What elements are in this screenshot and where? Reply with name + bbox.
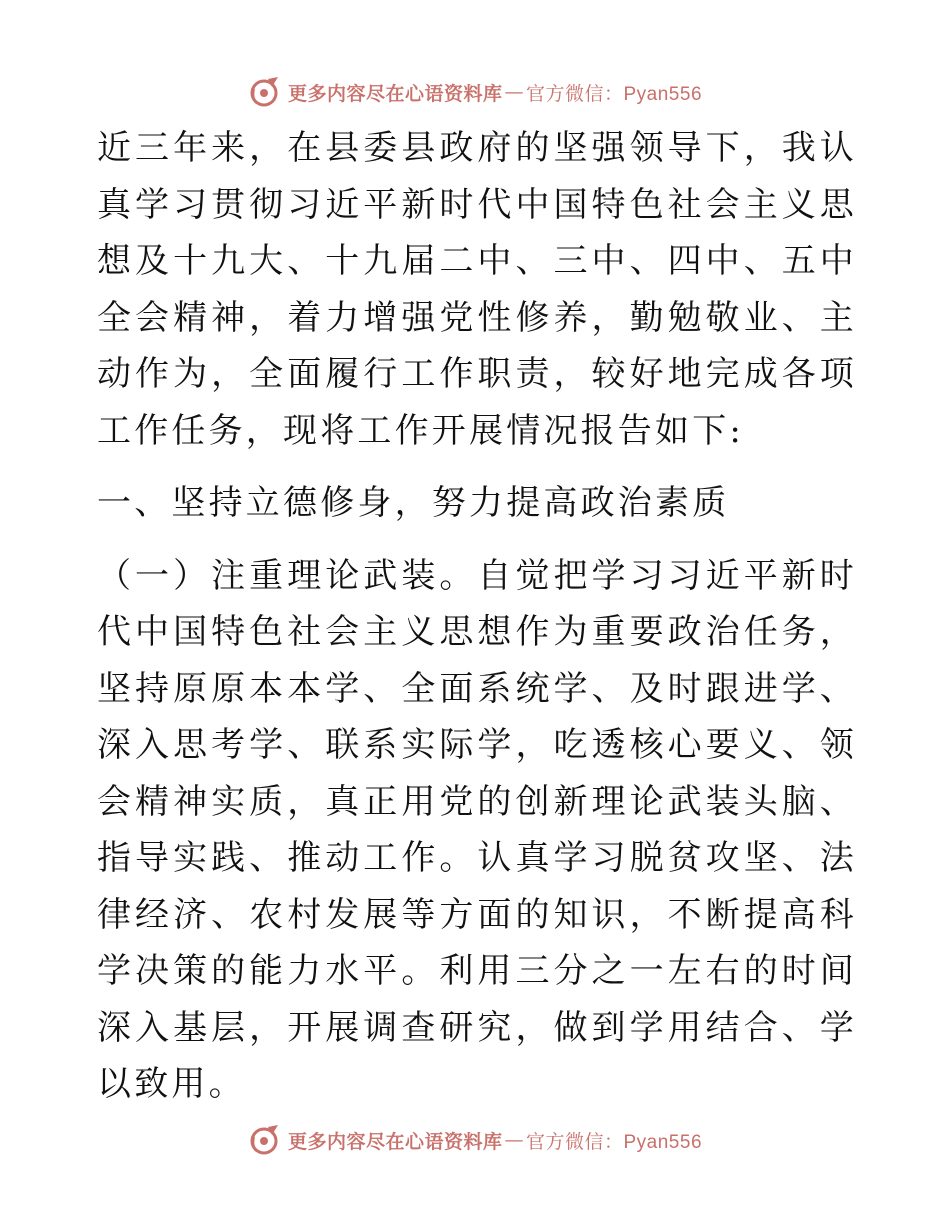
ink-brush-logo-icon xyxy=(248,75,282,109)
watermark-separator: — xyxy=(504,1129,524,1151)
document-body xyxy=(97,120,857,1113)
watermark-banner-bottom xyxy=(0,1120,950,1160)
watermark-title: 更多内容尽在心语资料库 xyxy=(287,82,503,105)
watermark-banner-top xyxy=(0,72,950,112)
section-heading: 一、坚持立德修身，努力提高政治素质 xyxy=(97,483,730,523)
body-paragraph: （一）注重理论武装。自觉把学习习近平新时代中国特色社会主义思想作为重要政治任务，坚持原原本本学、全面系统学、及时跟进学、深入思考学、联系实际学，吃透核心要义、领会精神实质，真正用党的创新理论武装头脑、指导实践、推动工作。认真学习脱贫攻坚、法律经济、农村发展等方面的知识，不断提高科学决策的能力水平。利用三分之一左右的时间深入基层，开展调查研究，做到学用结合、学以致用。 xyxy=(97,555,857,1104)
ink-brush-logo-icon xyxy=(248,1123,282,1157)
watermark-title: 更多内容尽在心语资料库 xyxy=(287,1130,503,1153)
watermark-contact: 官方微信：Pyan556 xyxy=(526,83,703,105)
watermark-contact: 官方微信：Pyan556 xyxy=(526,1131,703,1153)
intro-paragraph: 近三年来，在县委县政府的坚强领导下，我认真学习贯彻习近平新时代中国特色社会主义思想及十九大、十九届二中、三中、四中、五中全会精神，着力增强党性修养，勤勉敬业、主动作为，全面履行工作职责，较好地完成各项工作任务，现将工作开展情况报告如下: xyxy=(97,128,857,451)
watermark-separator: — xyxy=(504,81,524,103)
